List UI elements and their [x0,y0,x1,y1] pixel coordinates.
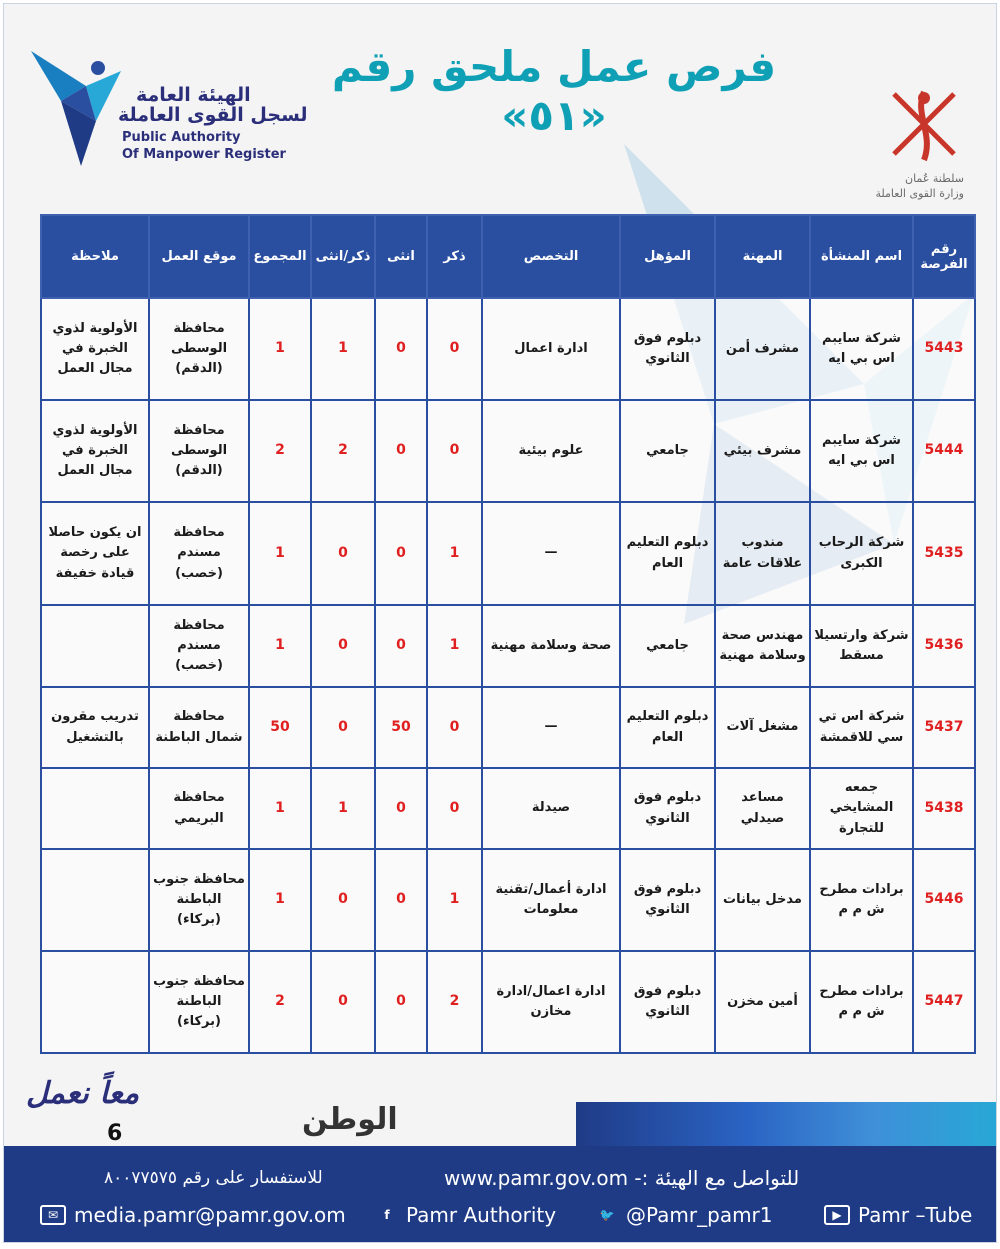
oman-emblem-icon [884,84,964,164]
header-id: رقم الفرصة [913,215,975,298]
email-icon: ✉ [40,1205,66,1225]
cell-qualification: دبلوم فوق الثانوي [620,298,715,400]
cell-qualification: دبلوم فوق الثانوي [620,951,715,1053]
decorative-stripe [576,1102,997,1148]
page [3,3,997,1243]
cell-qualification: جامعي [620,400,715,502]
cell-job: مشرف أمن [715,298,810,400]
cell-notes: تدريب مقرون بالتشغيل [41,687,149,768]
footer-facebook-group[interactable] [376,1203,556,1227]
cell-company: شركة سايبم اس بي ايه [810,298,913,400]
header-notes: ملاحظة [41,215,149,298]
cell-id: 5435 [913,502,975,605]
cell-qualification: دبلوم التعليم العام [620,502,715,605]
cell-company: برادات مطرح ش م م [810,951,913,1053]
header-total: المجموع [249,215,311,298]
cell-job: مدخل بيانات [715,849,810,951]
cell-specialization: — [482,502,620,605]
footer-youtube[interactable]: Pamr –Tube [858,1203,973,1227]
table-row [41,849,975,951]
cell-id: 5437 [913,687,975,768]
footer-website[interactable]: للتواصل مع الهيئة :- www.pamr.gov.om [444,1166,800,1190]
footer-twitter-group[interactable] [596,1203,773,1227]
footer-email-group[interactable] [40,1203,346,1227]
cell-job: مندوب علاقات عامة [715,502,810,605]
cell-id: 5438 [913,768,975,849]
cell-specialization: — [482,687,620,768]
slogan-logo: معاً نعمل [26,1076,140,1111]
header-female: انثى [375,215,427,298]
newspaper-logo: الوطن [302,1102,398,1137]
cell-male: 0 [427,768,482,849]
authority-name-ar-2: لسجل القوى العاملة [118,104,308,126]
table-row [41,768,975,849]
cell-company: شركة سايبم اس بي ايه [810,400,913,502]
footer-youtube-group[interactable] [824,1203,972,1227]
cell-specialization: ادارة أعمال/تقنية معلومات [482,849,620,951]
header-either: ذكر/انثى [311,215,375,298]
cell-either: 0 [311,502,375,605]
cell-total: 1 [249,605,311,687]
cell-location: محافظة الوسطى (الدقم) [149,298,249,400]
cell-female: 0 [375,605,427,687]
cell-location: محافظة مسندم (خصب) [149,502,249,605]
header-company: اسم المنشأة [810,215,913,298]
footer-facebook[interactable]: Pamr Authority [406,1203,557,1227]
page-title: فرص عمل ملحق رقم «٥١» [331,42,777,140]
cell-specialization: صحة وسلامة مهنية [482,605,620,687]
footer-email[interactable]: media.pamr@pamr.gov.om [74,1203,346,1227]
cell-notes: ان يكون حاصلا على رخصة قيادة خفيفة [41,502,149,605]
cell-female: 0 [375,768,427,849]
cell-id: 5443 [913,298,975,400]
cell-male: 0 [427,298,482,400]
youtube-icon: ▶ [824,1205,850,1225]
header-qualification: المؤهل [620,215,715,298]
ministry-name-2: وزارة القوى العاملة [875,187,964,200]
cell-id: 5446 [913,849,975,951]
cell-either: 0 [311,687,375,768]
table-row [41,502,975,605]
cell-total: 1 [249,849,311,951]
cell-specialization: ادارة اعمال [482,298,620,400]
cell-job: مشغل آلات [715,687,810,768]
cell-location: محافظة البريمي [149,768,249,849]
cell-either: 0 [311,605,375,687]
cell-specialization: ادارة اعمال/ادارة مخازن [482,951,620,1053]
cell-id: 5436 [913,605,975,687]
cell-company: شركة الرحاب الكبرى [810,502,913,605]
cell-company: جمعه المشايخي للتجارة [810,768,913,849]
footer-twitter[interactable]: @Pamr_pamr1 [626,1203,773,1227]
cell-total: 1 [249,502,311,605]
footer-phone: للاستفسار على رقم ٨٠٠٧٧٥٧٥ [104,1168,323,1188]
cell-qualification: جامعي [620,605,715,687]
facebook-icon: f [384,1208,390,1222]
cell-male: 0 [427,400,482,502]
header-location: موقع العمل [149,215,249,298]
header-job: المهنة [715,215,810,298]
footer-bar [4,1146,997,1243]
cell-company: شركة اس تي سي للاقمشة [810,687,913,768]
cell-total: 2 [249,951,311,1053]
cell-location: محافظة جنوب الباطنة (بركاء) [149,951,249,1053]
table-header-row [41,215,975,298]
cell-total: 1 [249,768,311,849]
table-row [41,687,975,768]
ministry-name-1: سلطنة عُمان [905,172,964,185]
table-row [41,400,975,502]
cell-male: 0 [427,687,482,768]
cell-job: مساعد صيدلي [715,768,810,849]
cell-either: 1 [311,768,375,849]
cell-notes [41,951,149,1053]
authority-name-ar-1: الهيئة العامة [136,84,251,106]
cell-total: 1 [249,298,311,400]
cell-either: 0 [311,849,375,951]
cell-notes: الأولوية لذوي الخبرة في مجال العمل [41,400,149,502]
authority-name-en-2: Of Manpower Register [122,147,286,162]
table-row [41,605,975,687]
header-male: ذكر [427,215,482,298]
cell-location: محافظة شمال الباطنة [149,687,249,768]
cell-female: 50 [375,687,427,768]
cell-company: برادات مطرح ش م م [810,849,913,951]
cell-notes: الأولوية لذوي الخبرة في مجال العمل [41,298,149,400]
cell-qualification: دبلوم فوق الثانوي [620,768,715,849]
cell-specialization: صيدلة [482,768,620,849]
cell-qualification: دبلوم التعليم العام [620,687,715,768]
page-number: 6 [107,1121,123,1146]
cell-total: 2 [249,400,311,502]
cell-location: محافظة الوسطى (الدقم) [149,400,249,502]
cell-location: محافظة مسندم (خصب) [149,605,249,687]
table-row [41,951,975,1053]
cell-female: 0 [375,849,427,951]
cell-company: شركة وارتسيلا مسقط [810,605,913,687]
cell-male: 1 [427,849,482,951]
table-row [41,298,975,400]
cell-id: 5447 [913,951,975,1053]
cell-location: محافظة جنوب الباطنة (بركاء) [149,849,249,951]
header-specialization: التخصص [482,215,620,298]
cell-either: 1 [311,298,375,400]
cell-female: 0 [375,951,427,1053]
cell-male: 2 [427,951,482,1053]
cell-notes [41,768,149,849]
cell-job: مشرف بيئي [715,400,810,502]
cell-specialization: علوم بيئية [482,400,620,502]
cell-male: 1 [427,502,482,605]
cell-job: أمين مخزن [715,951,810,1053]
authority-name-en-1: Public Authority [122,130,241,145]
cell-job: مهندس صحة وسلامة مهنية [715,605,810,687]
cell-total: 50 [249,687,311,768]
cell-female: 0 [375,400,427,502]
cell-male: 1 [427,605,482,687]
cell-notes [41,849,149,951]
cell-either: 0 [311,951,375,1053]
cell-qualification: دبلوم فوق الثانوي [620,849,715,951]
twitter-icon: 🐦 [599,1208,615,1222]
cell-notes [41,605,149,687]
cell-either: 2 [311,400,375,502]
cell-female: 0 [375,502,427,605]
ministry-logo [875,84,964,204]
jobs-table [40,214,976,1054]
cell-id: 5444 [913,400,975,502]
cell-female: 0 [375,298,427,400]
authority-logo [26,46,308,176]
authority-logo-icon [26,46,126,176]
